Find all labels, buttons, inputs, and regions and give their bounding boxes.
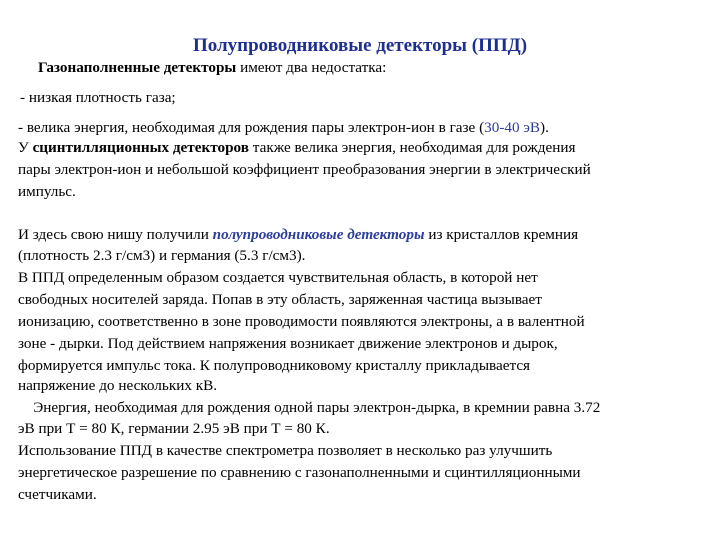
para2-line1-post: из кристаллов кремния <box>424 226 579 243</box>
intro-line <box>38 58 386 78</box>
para1-line1-post: также велика энергия, необходимая для рождения <box>248 139 576 156</box>
para2-line1 <box>18 225 578 245</box>
para1-line1-bold: сцинтилляционных детекторов <box>32 139 249 156</box>
item-low-density: - низкая плотность газа; <box>20 89 176 106</box>
para2-line8: напряжение до нескольких кВ. <box>18 377 218 394</box>
intro-rest: имеют два недостатка: <box>236 59 387 76</box>
para1-line1-pre: У <box>18 139 33 156</box>
para2-line3: В ППД определенным образом создается чувствительная область, в которой нет <box>18 269 538 286</box>
para3-line5: счетчиками. <box>18 486 97 503</box>
para3-line4: энергетическое разрешение по сравнению с газонаполненными и сцинтилляционными <box>18 464 581 481</box>
para2-line2: (плотность 2.3 г/см3) и германия (5.3 г/см3). <box>18 247 306 264</box>
para3-line2: эВ при Т = 80 К, германии 2.95 эВ при Т = 80 К. <box>18 420 330 437</box>
para3-line1: Энергия, необходимая для рождения одной пары электрон-дырка, в кремнии равна 3.72 <box>18 399 601 416</box>
para2-line7: формируется импульс тока. К полупроводниковому кристаллу прикладывается <box>18 357 531 374</box>
item-high-energy <box>18 118 549 138</box>
item-high-energy-after: ). <box>540 119 549 136</box>
para2-line1-pre: И здесь свою нишу получили <box>18 226 213 243</box>
slide-title: Полупроводниковые детекторы (ППД) <box>192 35 528 56</box>
item-high-energy-before: - велика энергия, необходимая для рождения пары электрон-ион в газе ( <box>18 119 485 136</box>
para2-line1-highlight: полупроводниковые детекторы <box>212 226 425 243</box>
para1-line1 <box>18 138 575 158</box>
item-high-energy-value: 30-40 эВ <box>484 119 541 136</box>
para2-line6: зоне - дырки. Под действием напряжения возникает движение электронов и дырок, <box>18 335 558 352</box>
intro-bold: Газонаполненные детекторы <box>38 59 237 76</box>
para2-line5: ионизацию, соответственно в зоне проводимости появляются электроны, а в валентной <box>18 313 585 330</box>
para2-line4: свободных носителей заряда. Попав в эту область, заряженная частица вызывает <box>18 291 542 308</box>
para3-line3: Использование ППД в качестве спектрометра позволяет в несколько раз улучшить <box>18 442 553 459</box>
para1-line3: импульс. <box>18 183 76 200</box>
para1-line2: пары электрон-ион и небольшой коэффициент преобразования энергии в электрический <box>18 161 591 178</box>
